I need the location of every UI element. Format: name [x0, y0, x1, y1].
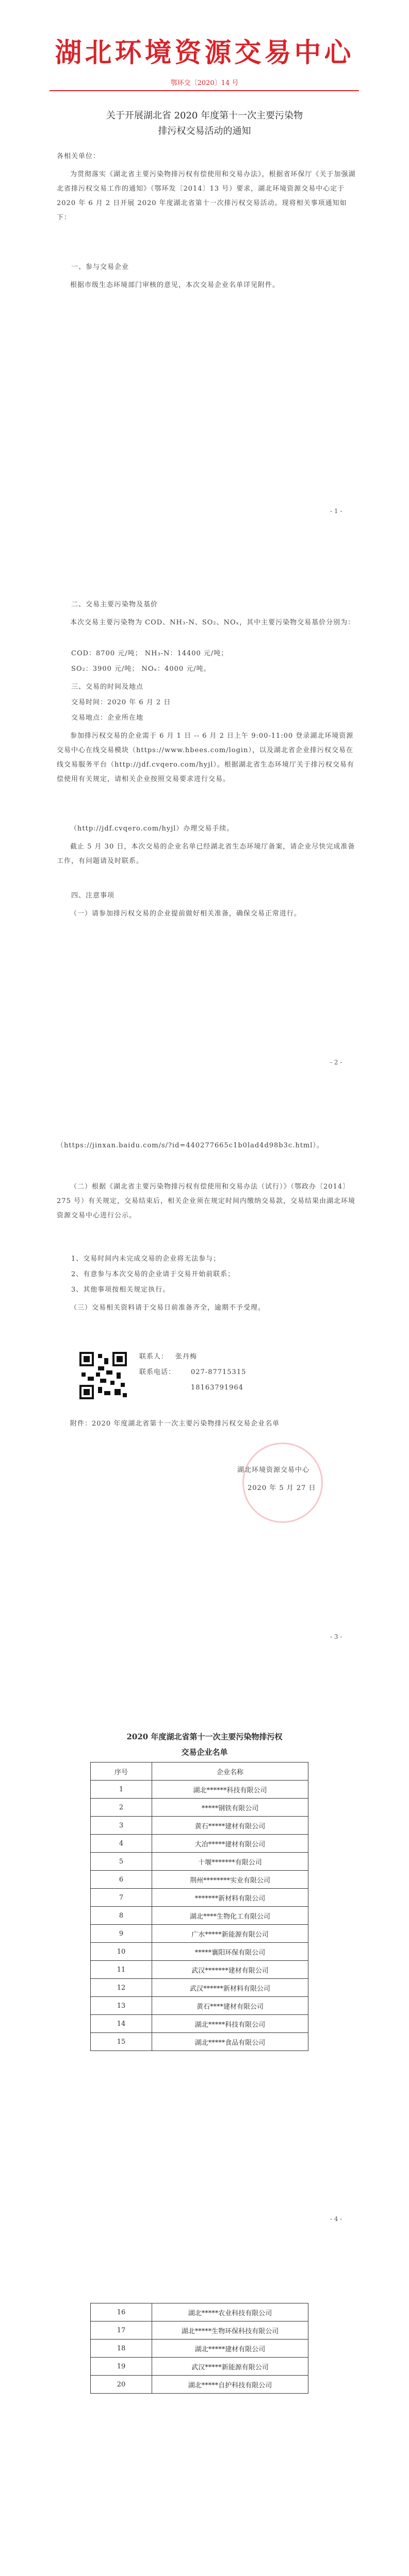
section-2-heading: 二、交易主要污染物及基价 [71, 601, 158, 608]
company-table [90, 1762, 308, 2051]
section-4-body-3: （三）交易相关资料请于交易日前准备齐全，逾期不予受理。 [70, 1304, 266, 1312]
row-number: 4 [91, 1835, 152, 1853]
table-row [91, 2033, 308, 2051]
section-4-body-2: （二）根据《湖北省主要污染物排污权有偿使用和交易办法（试行）》（鄂政办〔2014〕275 号）有关规定，交易结束后，相关企业须在规定时间内缴纳交易款，交易结果由湖北环境资源交易中心进行公示。 [57, 1183, 355, 1219]
table-row [91, 1925, 308, 1943]
section-1-body: 根据市级生态环境部门审核的意见，本次交易企业名单详见附件。 [70, 281, 280, 289]
table-row [91, 1781, 308, 1799]
row-number: 15 [91, 2033, 152, 2051]
section-3-body: 参加排污权交易的企业需于 6 月 1 日 -- 6 月 2 日上午 9:00-11:00 登录湖北环境资源交易中心在线交易模块（https://www.hbees.com/login），以及湖北省企业排污权交易在线交易服务平台（http://jdf.cvqero.com/hyjl）。根据湖北省生态环境厅关于排污权交易有偿使用有关规定，请相关企业按照交易要求进行交易。 [57, 732, 354, 783]
intro-paragraph: 为贯彻落实《湖北省主要污染物排污权有偿使用和交易办法》，根据省环保厅《关于加强湖北省排污权交易工作的通知》（鄂环发〔2014〕13 号）要求，湖北环境资源交易中心定于 2020 年 6 月 2 日开展 2020 年度湖北省第十一次排污权交易活动。现将相关事项通知如下： [57, 171, 356, 222]
trade-place: 交易地点：企业所在地 [71, 714, 144, 722]
table-row [91, 1853, 308, 1871]
qr-code-icon [77, 1350, 129, 1401]
row-number: 5 [91, 1853, 152, 1871]
notice-title-2: 排污权交易活动的通知 [158, 126, 251, 137]
page-number-2: - 2 - [330, 1059, 342, 1066]
row-number: 9 [91, 1925, 152, 1943]
sign-date: 2020 年 5 月 27 日 [248, 1484, 316, 1492]
page-number-1: - 1 - [330, 507, 342, 515]
table-row [91, 1979, 308, 1997]
section-1-heading: 一、参与交易企业 [71, 263, 129, 271]
section-3-body-2: （http://jdf.cvqero.com/hyjl）办理交易手续。 [70, 825, 234, 833]
table-row [91, 2321, 308, 2340]
table-row [91, 1997, 308, 2015]
row-number: 19 [91, 2358, 152, 2376]
header-divider [50, 90, 359, 91]
table-row [91, 1943, 308, 1961]
company-name: 湖北*****科技有限公司 [152, 2015, 308, 2033]
row-number: 6 [91, 1871, 152, 1889]
section-4-body: （一）请参加排污权交易的企业提前做好相关准备，确保交易正常进行。 [70, 910, 302, 918]
table-row [91, 2358, 308, 2376]
row-number: 1 [91, 1781, 152, 1799]
company-name: *****钢铁有限公司 [152, 1799, 308, 1817]
company-name: 广水*****新能源有限公司 [152, 1925, 308, 1943]
list-item-3: 3、其他事项按相关规定执行。 [71, 1286, 170, 1294]
table-row [91, 2303, 308, 2321]
contact-label: 联系人： [139, 1353, 169, 1361]
table-row [91, 1799, 308, 1817]
row-number: 16 [91, 2303, 152, 2321]
table-row [91, 2015, 308, 2033]
row-number: 12 [91, 1979, 152, 1997]
company-name: 大冶*****建材有限公司 [152, 1835, 308, 1853]
contact-phone: 027-87715315 [191, 1368, 247, 1376]
section-4-link[interactable]: （https://jinxan.baidu.com/s/?id=440277665c1b0lad4d98b3c.html）。 [57, 1142, 324, 1149]
table-row [91, 1835, 308, 1853]
company-name: 黄石****建材有限公司 [152, 1997, 308, 2015]
list-item-2: 2、有意参与本次交易的企业请于交易开始前联系； [71, 1270, 235, 1278]
company-name: 黄石*****建材有限公司 [152, 1817, 308, 1835]
contact-name: 张丹梅 [175, 1353, 198, 1361]
table-row [91, 2376, 308, 2394]
sign-org: 湖北环境资源交易中心 [237, 1466, 310, 1474]
table-row [91, 1961, 308, 1979]
row-number: 11 [91, 1961, 152, 1979]
section-3-body-3: 截止 5 月 30 日，本次交易的企业名单已经湖北省生态环境厅备案，请企业尽快完成准备工作，有问题请及时联系。 [57, 843, 355, 865]
company-name: 武汉*******建材有限公司 [152, 1961, 308, 1979]
company-name: 湖北*****建材有限公司 [152, 2340, 308, 2358]
page-2 [0, 551, 409, 1097]
page-5 [0, 2257, 409, 2576]
row-number: 2 [91, 1799, 152, 1817]
company-table-continued [90, 2303, 308, 2394]
list-item-1: 1、交易时间内未完成交易的企业将无法参与； [71, 1255, 221, 1263]
page-number-3: - 3 - [330, 1633, 342, 1640]
row-number: 18 [91, 2340, 152, 2358]
company-name: *******新材料有限公司 [152, 1889, 308, 1907]
company-name: 湖北*****生物环保科技有限公司 [152, 2321, 308, 2340]
company-name: 武汉*****新能源有限公司 [152, 2358, 308, 2376]
contact-phone-label: 联系电话： [139, 1368, 176, 1376]
company-name: 湖北*****农业科技有限公司 [152, 2303, 308, 2321]
table-row [91, 1907, 308, 1925]
table-row [91, 2340, 308, 2358]
row-number: 10 [91, 1943, 152, 1961]
section-2-body: 本次交易主要污染物为 COD、NH₃-N、SO₂、NOₓ，其中主要污染物交易基价分别为： [70, 619, 355, 626]
org-title: 湖北环境资源交易中心 [55, 37, 354, 69]
page-1 [0, 0, 409, 546]
section-3-heading: 三、交易的时间及地点 [71, 683, 144, 691]
company-name: 湖北*****食品有限公司 [152, 2033, 308, 2051]
company-name: 荆州********实业有限公司 [152, 1871, 308, 1889]
table-row [91, 1889, 308, 1907]
row-number: 7 [91, 1889, 152, 1907]
table-row [91, 1817, 308, 1835]
page-4 [0, 1674, 409, 2251]
notice-title-1: 关于开展湖北省 2020 年度第十一次主要污染物 [106, 110, 303, 121]
table-header-row [91, 1762, 308, 1781]
trade-time: 交易时间：2020 年 6 月 2 日 [71, 699, 171, 706]
row-number: 14 [91, 2015, 152, 2033]
company-name: *****襄阳环保有限公司 [152, 1943, 308, 1961]
page-number-4: - 4 - [330, 2215, 342, 2223]
prices-line-1: COD：8700 元/吨； NH₃-N：14400 元/吨； [71, 650, 228, 657]
row-number: 13 [91, 1997, 152, 2015]
section-4-heading: 四、注意事项 [71, 892, 115, 900]
row-number: 3 [91, 1817, 152, 1835]
row-number: 20 [91, 2376, 152, 2394]
company-name: 武汉******新材料有限公司 [152, 1979, 308, 1997]
table-row [91, 1871, 308, 1889]
doc-number: 鄂环交〔2020〕14 号 [170, 79, 239, 87]
col-header-name: 企业名称 [152, 1762, 308, 1781]
company-name: 湖北****生物化工有限公司 [152, 1907, 308, 1925]
company-name: 湖北******科技有限公司 [152, 1781, 308, 1799]
salutation: 各相关单位： [57, 152, 101, 160]
table-subtitle: 交易企业名单 [181, 1748, 228, 1757]
attachment-note: 附件：2020 年度湖北省第十一次主要污染物排污权交易企业名单 [70, 1420, 280, 1428]
col-header-no: 序号 [91, 1762, 152, 1781]
page-3 [0, 1103, 409, 1669]
row-number: 17 [91, 2321, 152, 2340]
company-name: 湖北*****自护科技有限公司 [152, 2376, 308, 2394]
company-name: 十堰*******有限公司 [152, 1853, 308, 1871]
row-number: 8 [91, 1907, 152, 1925]
contact-phone-2: 18163791964 [191, 1384, 243, 1392]
table-title: 2020 年度湖北省第十一次主要污染物排污权 [126, 1732, 283, 1741]
prices-line-2: SO₂：3900 元/吨； NOₓ：4000 元/吨。 [71, 665, 211, 673]
